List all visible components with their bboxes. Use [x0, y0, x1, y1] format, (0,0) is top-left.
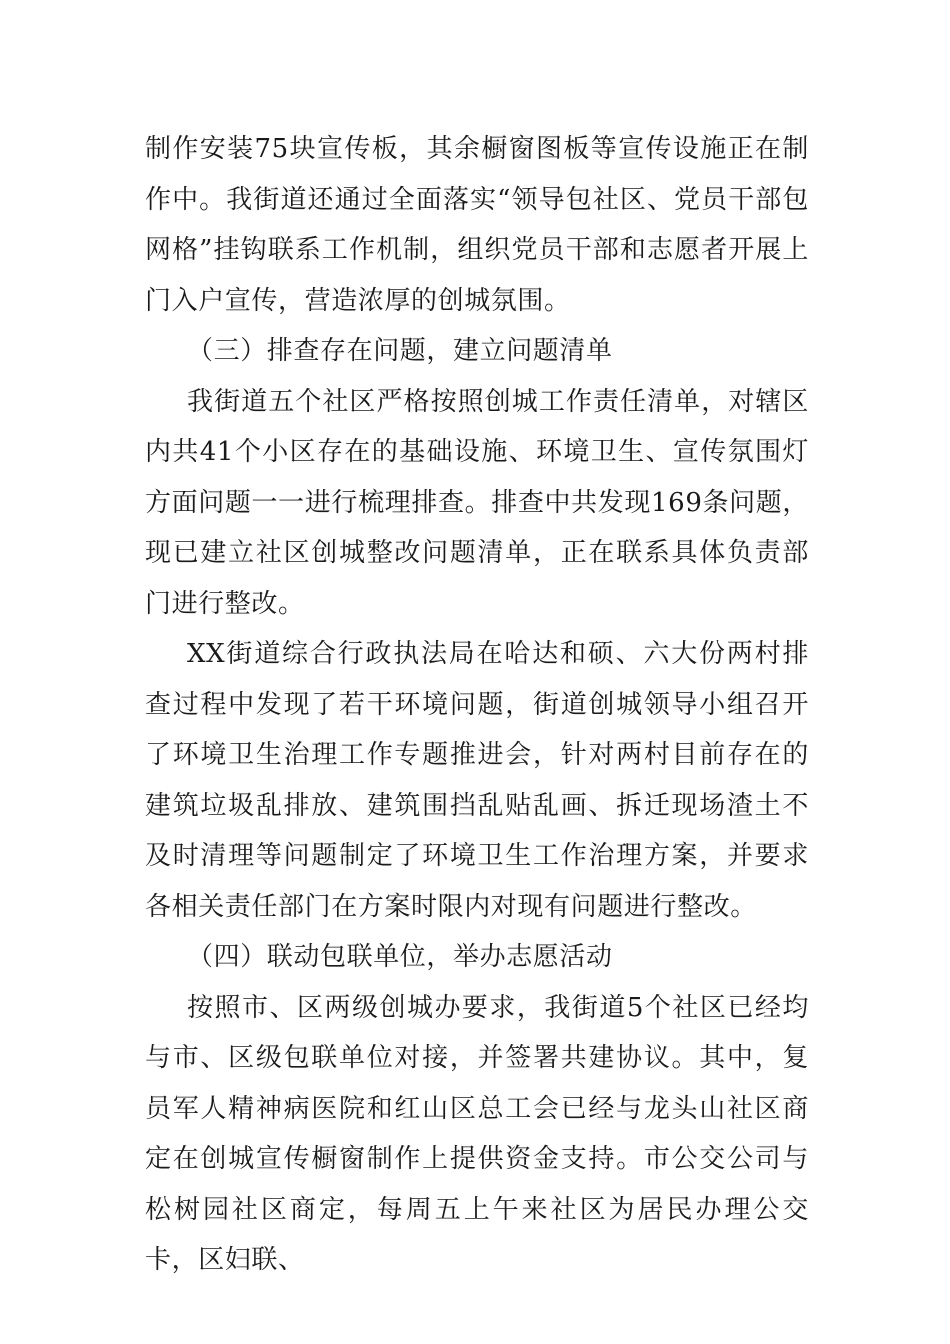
document-body [145, 124, 809, 1286]
paragraph-law-enforcement: XX街道综合行政执法局在哈达和硕、六大份两村排查过程中发现了若干环境问题，街道创城领导小组召开了环境卫生治理工作专题推进会，针对两村目前存在的建筑垃圾乱排放、建筑围挡乱贴乱画、拆迁现场渣土不及时清理等问题制定了环境卫生工作治理方案，并要求各相关责任部门在方案时限内对现有问题进行整改。 [145, 639, 809, 922]
section-heading-4: （四）联动包联单位，举办志愿活动 [187, 942, 613, 972]
paragraph-issue-check: 我街道五个社区严格按照创城工作责任清单，对辖区内共41个小区存在的基础设施、环境卫生、宣传氛围灯方面问题一一进行梳理排查。排查中共发现169条问题，现已建立社区创城整改问题清单，正在联系具体负责部门进行整改。 [145, 386, 809, 619]
section-heading-3: （三）排查存在问题，建立问题清单 [187, 336, 613, 366]
paragraph-partner-units: 按照市、区两级创城办要求，我街道5个社区已经均与市、区级包联单位对接，并签署共建协议。其中，复员军人精神病医院和红山区总工会已经与龙头山社区商定在创城宣传橱窗制作上提供资金支持。市公交公司与松树园社区商定，每周五上午来社区为居民办理公交卡，区妇联、 [145, 992, 809, 1275]
paragraph-continuation: 制作安装75块宣传板，其余橱窗图板等宣传设施正在制作中。我街道还通过全面落实“领导包社区、党员干部包网格”挂钩联系工作机制，组织党员干部和志愿者开展上门入户宣传，营造浓厚的创城氛围。 [145, 134, 809, 316]
